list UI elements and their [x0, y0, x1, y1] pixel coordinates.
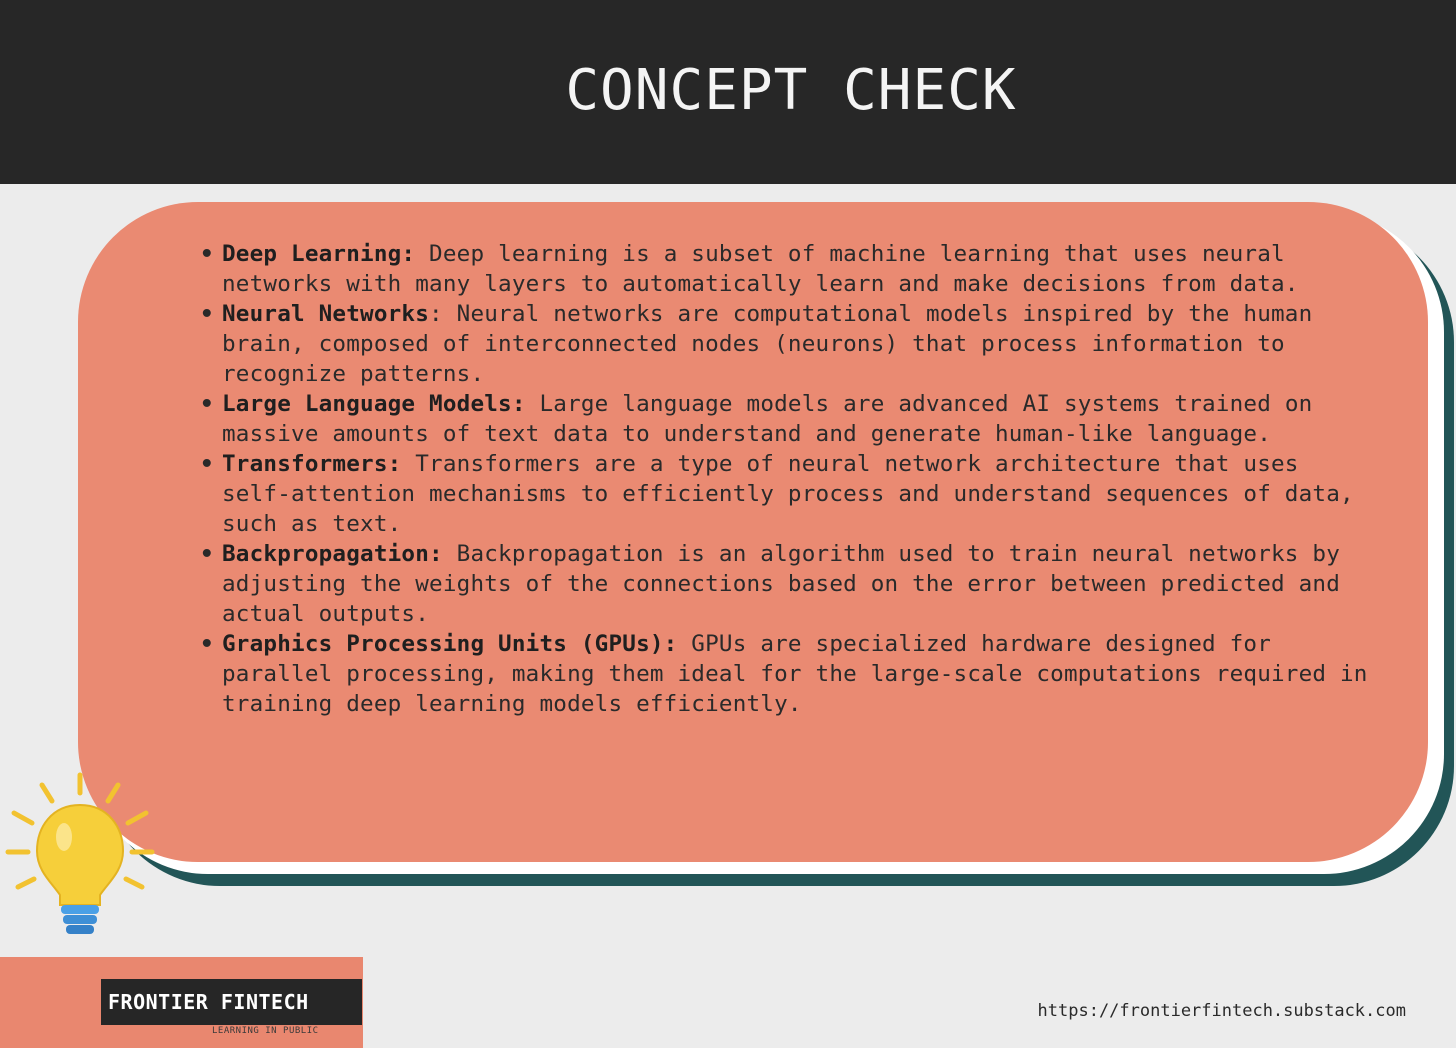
concept-term: Neural Networks — [222, 301, 430, 327]
concept-term: Backpropagation: — [222, 541, 443, 567]
list-item: • Deep Learning: Deep learning is a subset of machine learning that uses neural networks with many layers to automatically learn and make decisions from data. — [200, 241, 1299, 297]
list-item: • Backpropagation: Backpropagation is an algorithm used to train neural networks by adjusting the weights of the connections based on the error between predicted and actual outputs. — [200, 541, 1341, 627]
concept-term: Graphics Processing Units (GPUs): — [222, 631, 678, 657]
list-item: • Transformers: Transformers are a type of neural network architecture that uses self-attention mechanisms to efficiently process and understand sequences of data, such as text. — [200, 451, 1354, 537]
concept-term: Large Language Models: — [222, 391, 526, 417]
list-item: • Neural Networks: Neural networks are computational models inspired by the human brain, composed of interconnected nodes (neurons) that process information to recognize patterns. — [200, 301, 1313, 387]
concept-definition: Deep learning is a subset of machine learning that uses neural networks with many layers to automatically learn and make decisions from data. — [222, 241, 1299, 297]
list-item: • Large Language Models: Large language models are advanced AI systems trained on massive amounts of text data to understand and generate human-like language. — [200, 391, 1313, 447]
brand-tagline: LEARNING IN PUBLIC — [212, 1026, 319, 1036]
list-item: • Graphics Processing Units (GPUs): GPUs are specialized hardware designed for parallel processing, making them ideal for the large-scale computations required in training deep learning models efficiently. — [200, 631, 1368, 717]
concept-definition: Transformers are a type of neural network architecture that uses self-attention mechanisms to efficiently process and understand sequences of data, such as text. — [222, 451, 1354, 537]
concept-definition: GPUs are specialized hardware designed for parallel processing, making them ideal for the large-scale computations required in training deep learning models efficiently. — [222, 631, 1368, 717]
concept-list — [200, 239, 1372, 719]
brand-logo: FRONTIER FINTECH — [101, 979, 362, 1025]
page-title: CONCEPT CHECK — [565, 58, 1017, 123]
concept-definition: : Neural networks are computational models inspired by the human brain, composed of interconnected nodes (neurons) that process information to recognize patterns. — [222, 301, 1313, 387]
lightbulb-icon — [0, 765, 165, 945]
concept-term: Deep Learning: — [222, 241, 416, 267]
concept-definition: Backpropagation is an algorithm used to train neural networks by adjusting the weights of the connections based on the error between predicted and actual outputs. — [222, 541, 1341, 627]
concept-definition: Large language models are advanced AI systems trained on massive amounts of text data to understand and generate human-like language. — [222, 391, 1313, 447]
concept-term: Transformers: — [222, 451, 402, 477]
site-url-link[interactable]: https://frontierfintech.substack.com — [1037, 1001, 1406, 1021]
